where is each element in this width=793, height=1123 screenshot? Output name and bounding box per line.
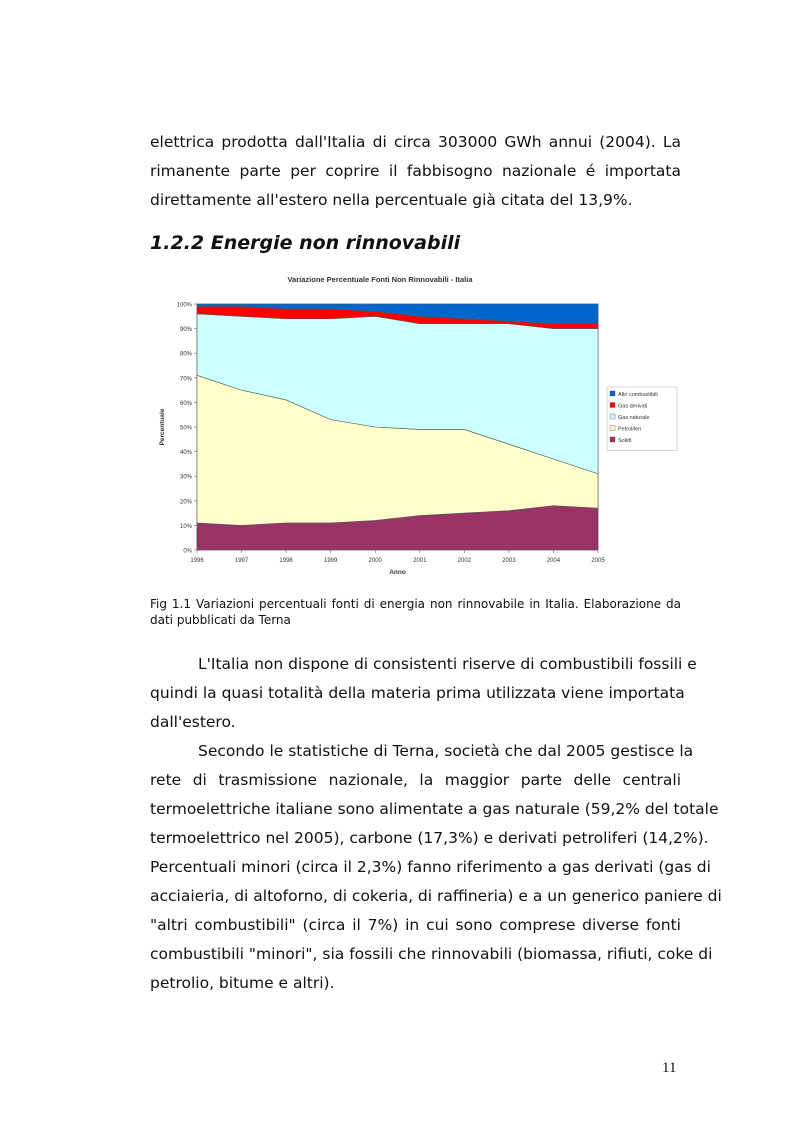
x-tick-label: 1997 bbox=[234, 558, 249, 564]
legend-label: Petroliferi bbox=[618, 426, 642, 433]
text-line: L'Italia non dispone di consistenti riserve di combustibili fossili e bbox=[198, 655, 697, 673]
text-line: acciaieria, di altoforno, di cokeria, di raffineria) e a un generico paniere di bbox=[150, 887, 722, 905]
x-axis-label: Anno bbox=[389, 569, 406, 576]
x-tick-label: 1998 bbox=[279, 558, 293, 564]
x-tick-label: 1996 bbox=[190, 558, 204, 564]
text-line: termoelettrico nel 2005), carbone (17,3%) e derivati petroliferi (14,2%). bbox=[150, 829, 709, 847]
x-tick-label: 2000 bbox=[368, 558, 382, 564]
y-tick-label: 100% bbox=[176, 302, 192, 309]
y-tick-label: 10% bbox=[179, 523, 192, 530]
legend-swatch bbox=[610, 391, 615, 396]
y-tick-label: 60% bbox=[179, 400, 192, 407]
x-tick-label: 2001 bbox=[413, 558, 427, 564]
text-line: rete di trasmissione nazionale, la maggior parte delle centrali bbox=[150, 771, 681, 789]
y-tick-label: 0% bbox=[183, 548, 192, 555]
legend-label: Altri combustibili bbox=[618, 392, 658, 398]
chart-svg bbox=[150, 270, 680, 580]
section-heading: 1.2.2 Energie non rinnovabili bbox=[150, 232, 461, 254]
legend-swatch bbox=[610, 437, 615, 442]
y-tick-label: 50% bbox=[179, 425, 192, 432]
text-line: rimanente parte per coprire il fabbisogno nazionale é importata bbox=[150, 162, 681, 180]
x-tick-label: 2004 bbox=[546, 558, 561, 564]
y-tick-label: 70% bbox=[179, 376, 192, 383]
text-line: "altri combustibili" (circa il 7%) in cui sono comprese diverse fonti bbox=[150, 916, 681, 934]
figure-chart bbox=[150, 270, 680, 580]
legend-swatch bbox=[610, 426, 615, 431]
figure-caption: Fig 1.1 Variazioni percentuali fonti di energia non rinnovabile in Italia. Elaborazione da dati pubblicati da Terna bbox=[150, 597, 681, 627]
text-line: Secondo le statistiche di Terna, società che dal 2005 gestisce la bbox=[198, 742, 694, 760]
x-tick-label: 2005 bbox=[591, 558, 605, 564]
y-tick-label: 80% bbox=[179, 351, 192, 358]
x-tick-label: 1999 bbox=[323, 558, 338, 564]
x-tick-label: 2003 bbox=[502, 558, 516, 564]
chart-title: Variazione Percentuale Fonti Non Rinnovabili - Italia bbox=[287, 275, 473, 284]
page-number: 11 bbox=[662, 1060, 677, 1076]
y-tick-label: 30% bbox=[179, 474, 192, 481]
text-line: termoelettriche italiane sono alimentate a gas naturale (59,2% del totale bbox=[150, 800, 719, 818]
x-tick-label: 2002 bbox=[457, 558, 472, 564]
paragraph-3 bbox=[150, 737, 722, 998]
y-tick-label: 20% bbox=[179, 499, 192, 506]
legend-swatch bbox=[610, 403, 615, 408]
intro-paragraph bbox=[150, 128, 681, 215]
legend-label: Solidi bbox=[618, 438, 632, 444]
text-line: Percentuali minori (circa il 2,3%) fanno riferimento a gas derivati (gas di bbox=[150, 858, 711, 876]
legend-label: Gas naturale bbox=[618, 415, 650, 421]
paragraph-2 bbox=[150, 650, 697, 737]
y-tick-label: 90% bbox=[179, 327, 192, 334]
y-axis-label: Percentuale bbox=[159, 408, 166, 446]
legend-label: Gas derivati bbox=[618, 403, 648, 410]
y-tick-label: 40% bbox=[179, 450, 192, 457]
text-line: dall'estero. bbox=[150, 713, 236, 731]
text-line: direttamente all'estero nella percentuale già citata del 13,9%. bbox=[150, 191, 633, 209]
legend-swatch bbox=[610, 414, 615, 419]
text-line: quindi la quasi totalità della materia prima utilizzata viene importata bbox=[150, 684, 685, 702]
text-line: petrolio, bitume e altri). bbox=[150, 974, 335, 992]
text-line: combustibili "minori", sia fossili che rinnovabili (biomassa, rifiuti, coke di bbox=[150, 945, 713, 963]
text-line: elettrica prodotta dall'Italia di circa 303000 GWh annui (2004). La bbox=[150, 133, 681, 151]
